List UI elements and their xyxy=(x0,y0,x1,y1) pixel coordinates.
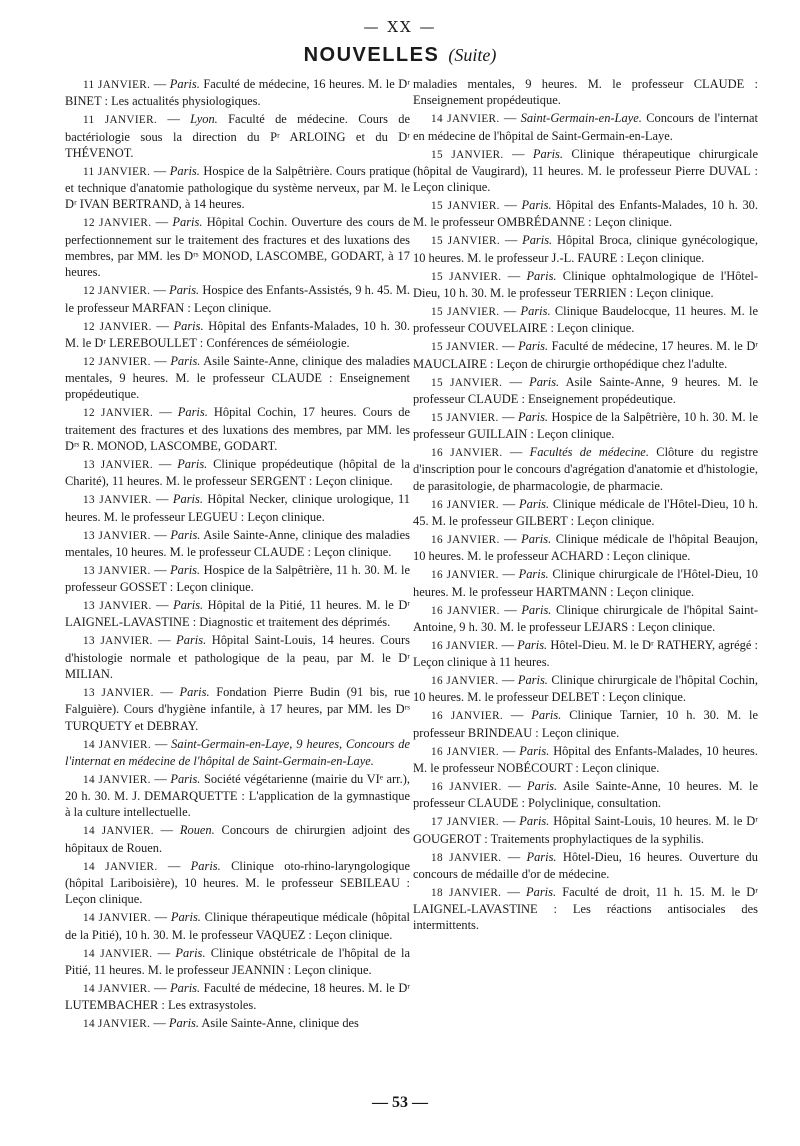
news-entry: 15 JANVIER. — Paris. Asile Sainte-Anne, 9 heures. M. le professeur CLAUDE : Enseignement propédeutique. xyxy=(413,374,759,406)
news-entry: 14 JANVIER. — Rouen. Concours de chirurgien adjoint des hôpitaux de Rouen. xyxy=(65,823,411,855)
news-entry: 14 JANVIER. — Paris. Clinique thérapeutique médicale (hôpital de la Pitié), 10 h. 30. M. le professeur VAQUEZ : Leçon clinique. xyxy=(65,910,411,942)
news-entry: 13 JANVIER. — Paris. Hospice de la Salpêtrière, 11 h. 30. M. le professeur GOSSET : Leçon clinique. xyxy=(65,562,410,595)
news-entry: 16 JANVIER. — Paris. Clinique chirurgicale de l'Hôtel-Dieu, 10 heures. M. le professeur HARTMANN : Leçon clinique. xyxy=(413,567,758,599)
news-entry: 17 JANVIER. — Paris. Hôpital Saint-Louis, 10 heures. M. le Dʳ GOUGEROT : Traitements prophylactiques de la syphilis. xyxy=(413,814,758,846)
news-entry: 16 JANVIER. — Paris. Hôtel-Dieu. M. le Dʳ RATHERY, agrégé : Leçon clinique à 11 heures. xyxy=(413,637,759,670)
page-number-bottom: — 53 — xyxy=(372,1094,428,1111)
news-entry: 12 JANVIER. — Paris. Hôpital Cochin, 17 heures. Cours de traitement des fractures et des luxations des membres, par MM. les Dʳˢ R. MONOD, LASCOMBE, GODART. xyxy=(65,405,410,454)
news-entry: 14 JANVIER. — Paris. Clinique obstétricale de l'hôpital de la Pitié, 11 heures. M. le professeur JEANNIN : Leçon clinique. xyxy=(65,945,411,977)
news-entry: 15 JANVIER. — Paris. Faculté de médecine, 17 heures. M. le Dʳ MAUCLAIRE : Leçon de chirurgie orthopédique chez l'adulte. xyxy=(413,339,758,371)
news-entry: 15 JANVIER. — Paris. Clinique ophtalmologique de l'Hôtel-Dieu, 10 h. 30. M. le professeur TERRIEN : Leçon clinique. xyxy=(413,268,759,300)
news-entry: 11 JANVIER. — Paris. Hospice de la Salpêtrière. Cours pratique et technique d'anatomie pathologique du système nerveux, par M. le Dʳ IVAN BERTRAND, à 14 heures. xyxy=(65,163,410,212)
news-entry: 15 JANVIER. — Paris. Clinique Baudelocque, 11 heures. M. le professeur COUVELAIRE : Leçon clinique. xyxy=(413,303,758,336)
news-entry: 16 JANVIER. — Paris. Clinique chirurgicale de l'hôpital Saint-Antoine, 9 h. 30. M. le professeur LEJARS : Leçon clinique. xyxy=(413,602,758,634)
news-entry: 16 JANVIER. — Paris. Clinique médicale de l'Hôtel-Dieu, 10 h. 45. M. le professeur GILBERT : Leçon clinique. xyxy=(413,496,758,528)
news-entry: 13 JANVIER. — Paris. Hôpital Saint-Louis, 14 heures. Cours d'histologie normale et pathologique de la peau, par M. le Dʳ MILIAN. xyxy=(65,633,410,682)
news-entry: 14 JANVIER. — Saint-Germain-en-Laye. Concours de l'internat en médecine de l'hôpital de Saint-Germain-en-Laye. xyxy=(413,111,758,143)
news-entry: 11 JANVIER. — Lyon. Faculté de médecine. Cours de bactériologie sous la direction du Pʳ ARLOING et du Dʳ THÉVENOT. xyxy=(65,112,411,160)
news-entry: 16 JANVIER. — Paris. Hôpital des Enfants-Malades, 10 heures. M. le professeur NOBÉCOURT : Leçon clinique. xyxy=(413,743,759,775)
news-entry: 12 JANVIER. — Paris. Hôpital Cochin. Ouverture des cours de perfectionnement sur le traitement des fractures et des luxations des membres, par MM. les Dʳˢ MONOD, LASCOMBE, GODART, à 17 heures. xyxy=(65,215,411,280)
news-entry: 14 JANVIER. — Paris. Faculté de médecine, 18 heures. M. le Dʳ LUTEMBACHER : Les extrasystoles. xyxy=(65,980,410,1013)
news-entry: maladies mentales, 9 heures. M. le professeur CLAUDE : Enseignement propédeutique. xyxy=(413,77,758,108)
news-entry: 18 JANVIER. — Paris. Faculté de droit, 11 h. 15. M. le Dʳ LAIGNEL-LAVASTINE : Les réactions antisociales des intermittents. xyxy=(413,884,758,933)
news-entry: 18 JANVIER. — Paris. Hôtel-Dieu, 16 heures. Ouverture du concours de médaille d'or de médecine. xyxy=(413,849,758,881)
news-entry: 16 JANVIER. — Facultés de médecine. Clôture du registre d'inscription pour le concours d'agrégation d'anatomie et d'histologie, de parasitologie, de pharmacologie, de pharmacie. xyxy=(413,445,759,493)
column-right xyxy=(413,76,758,935)
news-entry: 16 JANVIER. — Paris. Asile Sainte-Anne, 10 heures. M. le professeur CLAUDE : Polyclinique, consultation. xyxy=(413,778,758,811)
news-entry: 14 JANVIER. — Paris. Société végétarienne (mairie du VIᵉ arr.), 20 h. 30. M. J. DEMARQUETTE : L'application de la gymnastique à la culture intellectuelle. xyxy=(65,771,411,820)
news-entry: 15 JANVIER. — Paris. Hôpital des Enfants-Malades, 10 h. 30. M. le professeur OMBRÉDANNE : Leçon clinique. xyxy=(413,198,759,230)
news-entry: 15 JANVIER. — Paris. Hôpital Broca, clinique gynécologique, 10 heures. M. le professeur J.-L. FAURE : Leçon clinique. xyxy=(413,233,759,265)
news-entry: 14 JANVIER. — Paris. Clinique oto-rhino-laryngologique (hôpital Lariboisière), 10 heures. M. le professeur SEBILEAU : Leçon clinique. xyxy=(65,858,410,907)
section-title-main: NOUVELLES xyxy=(303,44,440,66)
news-entry: 15 JANVIER. — Paris. Clinique thérapeutique chirurgicale (hôpital de Vaugirard), 11 heures. M. le professeur Pierre DUVAL : Leçon clinique. xyxy=(413,146,759,195)
news-entry: 13 JANVIER. — Paris. Asile Sainte-Anne, clinique des maladies mentales, 10 heures. M. le professeur CLAUDE : Leçon clinique. xyxy=(65,527,410,559)
news-entry: 13 JANVIER. — Paris. Clinique propédeutique (hôpital de la Charité), 11 heures. M. le professeur SERGENT : Leçon clinique. xyxy=(65,457,411,489)
news-entry: 16 JANVIER. — Paris. Clinique chirurgicale de l'hôpital Cochin, 10 heures. M. le professeur DELBET : Leçon clinique. xyxy=(413,673,759,705)
page-number-top: — XX — xyxy=(363,18,437,36)
section-title-suite: (Suite) xyxy=(448,45,497,65)
news-entry: 12 JANVIER. — Paris. Hospice des Enfants-Assistés, 9 h. 45. M. le professeur MARFAN : Leçon clinique. xyxy=(65,283,411,315)
column-left xyxy=(65,76,410,1034)
news-entry: 14 JANVIER. — Paris. Asile Sainte-Anne, clinique des xyxy=(83,1016,359,1031)
news-entry: 12 JANVIER. — Paris. Asile Sainte-Anne, clinique des maladies mentales, 9 heures. M. le professeur CLAUDE : Enseignement propédeutique. xyxy=(65,353,410,402)
news-entry: 13 JANVIER. — Paris. Hôpital Necker, clinique urologique, 11 heures. M. le professeur LEGUEU : Leçon clinique. xyxy=(65,492,410,524)
news-entry: 16 JANVIER. — Paris. Clinique Tarnier, 10 h. 30. M. le professeur BRINDEAU : Leçon clinique. xyxy=(413,708,758,740)
news-entry: 16 JANVIER. — Paris. Clinique médicale de l'hôpital Beaujon, 10 heures. M. le professeur ACHARD : Leçon clinique. xyxy=(413,531,759,564)
news-entry: 12 JANVIER. — Paris. Hôpital des Enfants-Malades, 10 h. 30. M. le Dʳ LEREBOULLET : Conférences de séméiologie. xyxy=(65,318,411,350)
news-entry: 15 JANVIER. — Paris. Hospice de la Salpêtrière, 10 h. 30. M. le professeur GUILLAIN : Leçon clinique. xyxy=(413,409,759,442)
section-title xyxy=(0,44,800,67)
news-entry: 13 JANVIER. — Paris. Fondation Pierre Budin (91 bis, rue Falguière). Cours d'hygiène infantile, à 17 heures, par MM. les Dʳˢ TURQUETY et DEBRAY. xyxy=(65,685,411,733)
news-entry: 11 JANVIER. — Paris. Faculté de médecine, 16 heures. M. le Dʳ BINET : Les actualités physiologiques. xyxy=(65,77,410,109)
news-entry: 14 JANVIER. — Saint-Germain-en-Laye, 9 heures, Concours de l'internat en médecine de l'hôpital de Saint-Germain-en-Laye. xyxy=(65,736,410,768)
news-entry: 13 JANVIER. — Paris. Hôpital de la Pitié, 11 heures. M. le Dʳ LAIGNEL-LAVASTINE : Diagnostic et traitement des déprimés. xyxy=(65,598,410,630)
